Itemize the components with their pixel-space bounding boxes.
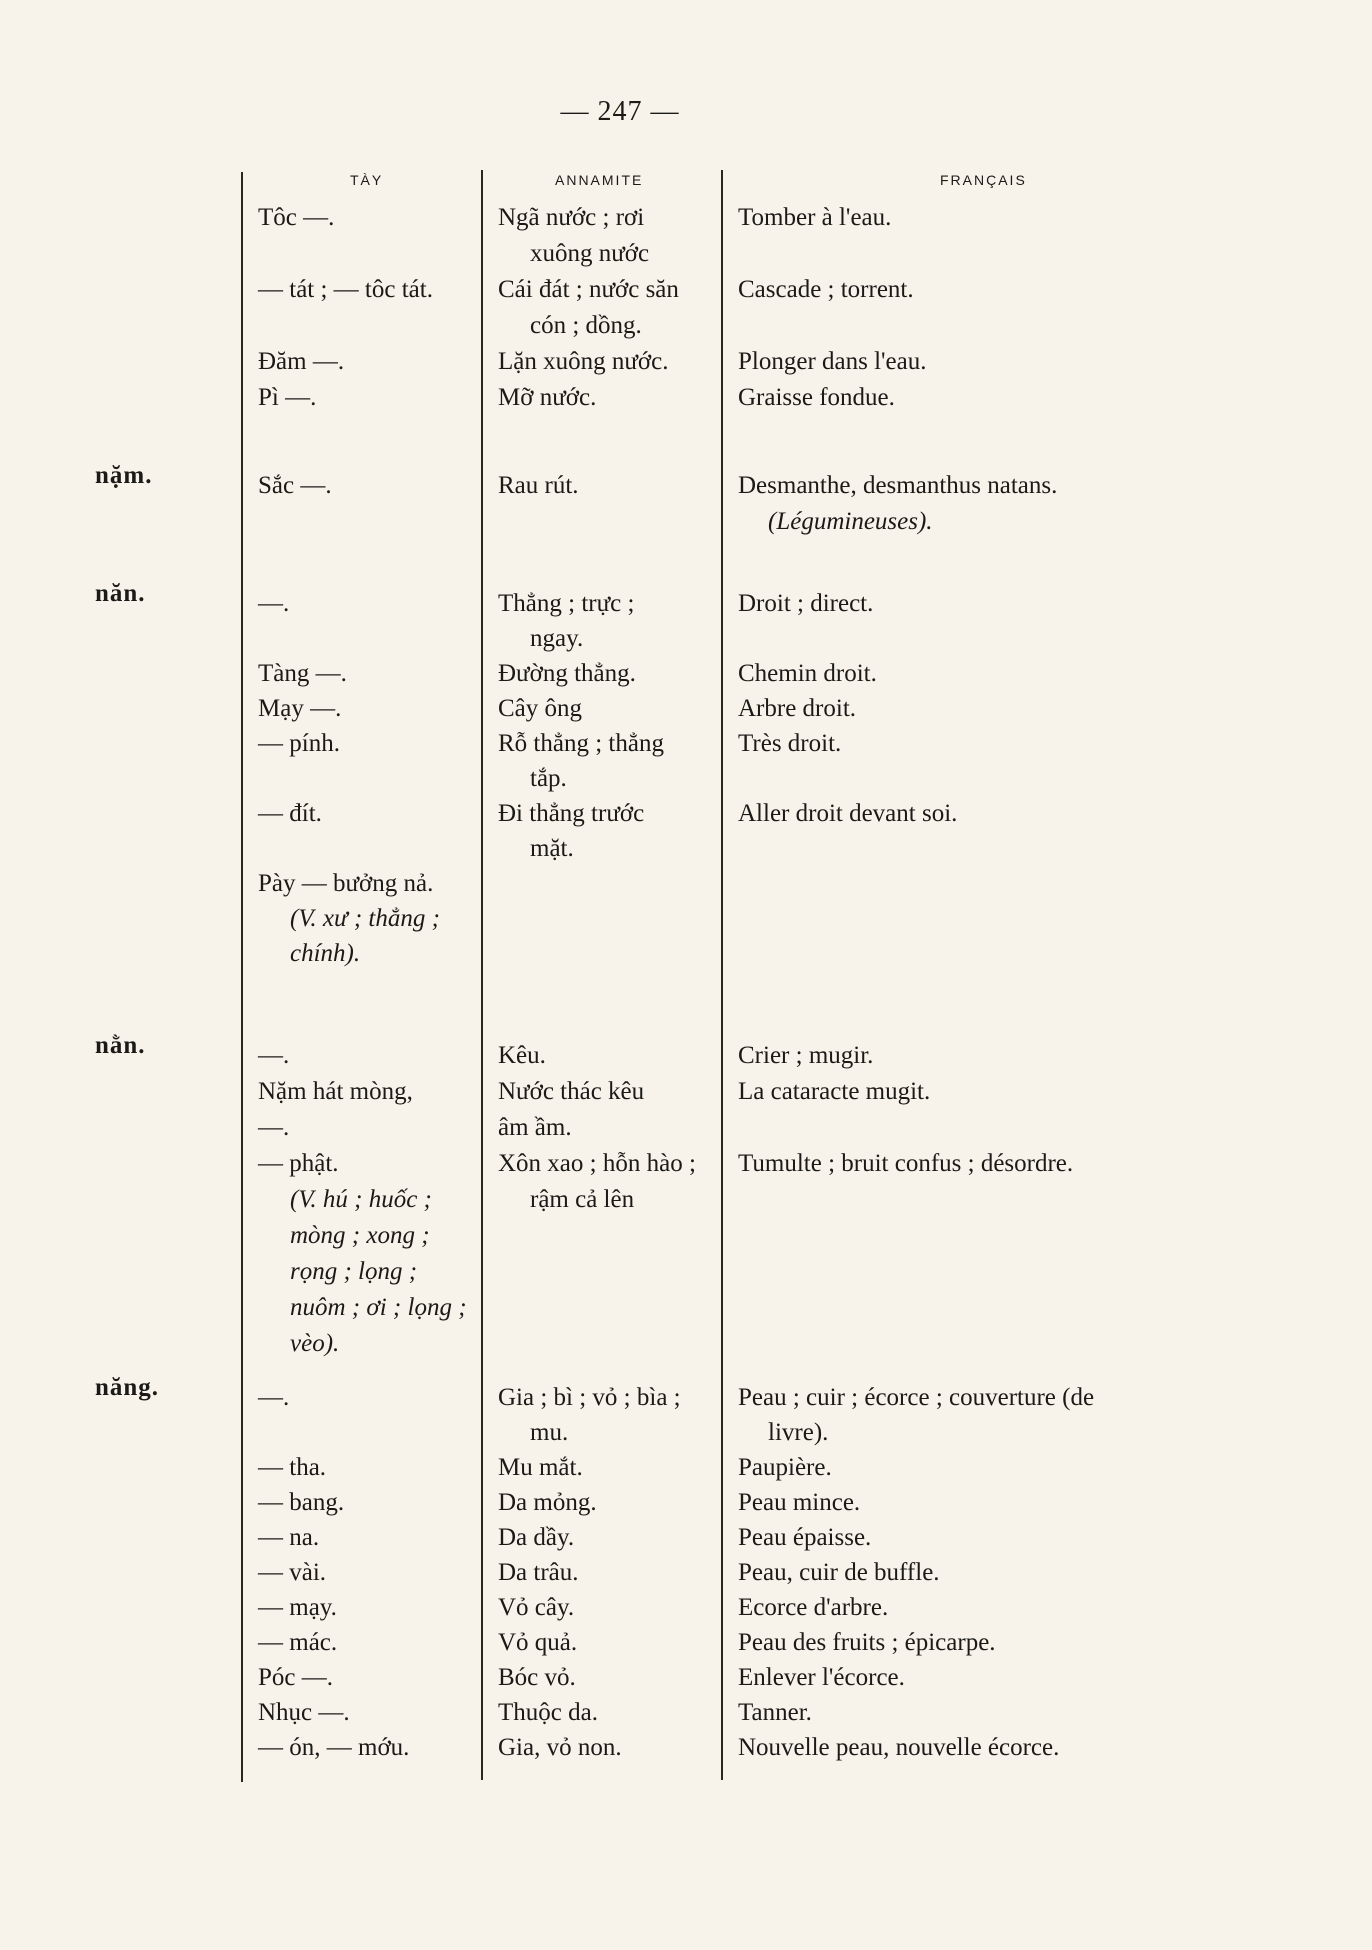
tay-text: chính). (290, 940, 361, 967)
french-text: Ecorce d'arbre. (738, 1594, 889, 1621)
headword: năn. (95, 580, 146, 607)
annamite-text: Nước thác kêu (498, 1078, 645, 1105)
tay-text: Póc —. (258, 1664, 333, 1691)
french-text: Arbre droit. (738, 695, 857, 722)
tay-text: (V. xư ; thẳng ; (290, 905, 440, 932)
tay-text: Mạy —. (258, 695, 342, 722)
tay-text: — phật. (258, 1150, 339, 1177)
tay-text: vèo). (290, 1330, 340, 1357)
tay-text: — vài. (258, 1559, 327, 1586)
tay-text: — ón, — mớu. (258, 1734, 410, 1761)
french-text: livre). (768, 1419, 829, 1446)
annamite-text: Vỏ quả. (498, 1629, 578, 1656)
tay-text: — na. (258, 1524, 320, 1551)
column-rule (481, 170, 483, 1780)
tay-text: — đít. (258, 800, 322, 827)
tay-text: — tha. (258, 1454, 327, 1481)
tay-text: —. (258, 1042, 290, 1069)
column-header-annamite: ANNAMITE (555, 172, 644, 188)
annamite-text: Thẳng ; trực ; (498, 590, 635, 617)
tay-text: Tàng —. (258, 660, 347, 687)
headword: nằn. (95, 1032, 146, 1059)
french-text: Peau, cuir de buffle. (738, 1559, 940, 1586)
french-text: (Légumineuses). (768, 508, 933, 535)
tay-text: —. (258, 1114, 290, 1141)
tay-text: — mạy. (258, 1594, 337, 1621)
column-rule (721, 170, 723, 1780)
french-text: Nouvelle peau, nouvelle écorce. (738, 1734, 1060, 1761)
annamite-text: Cây ông (498, 695, 583, 722)
tay-text: —. (258, 1384, 290, 1411)
annamite-text: Da trâu. (498, 1559, 579, 1586)
annamite-text: Xôn xao ; hỗn hào ; (498, 1150, 696, 1177)
annamite-text: Ngã nước ; rơi (498, 204, 645, 231)
tay-text: Pày — bưởng nả. (258, 870, 434, 897)
french-text: Peau des fruits ; épicarpe. (738, 1629, 996, 1656)
french-text: Peau ; cuir ; écorce ; couverture (de (738, 1384, 1095, 1411)
headword: nặm. (95, 462, 153, 489)
annamite-text: âm ầm. (498, 1114, 572, 1141)
annamite-text: cón ; dồng. (530, 312, 642, 339)
annamite-text: Da dầy. (498, 1524, 575, 1551)
french-text: Tumulte ; bruit confus ; désordre. (738, 1150, 1074, 1177)
annamite-text: Vỏ cây. (498, 1594, 575, 1621)
column-rule (241, 172, 243, 1782)
annamite-text: Đường thẳng. (498, 660, 636, 687)
annamite-text: Rỗ thẳng ; thẳng (498, 730, 664, 757)
tay-text: — pính. (258, 730, 340, 757)
french-text: Chemin droit. (738, 660, 877, 687)
annamite-text: mu. (530, 1419, 569, 1446)
annamite-text: Gia ; bì ; vỏ ; bìa ; (498, 1384, 681, 1411)
annamite-text: xuông nước (530, 240, 650, 267)
tay-text: rọng ; lọng ; (290, 1258, 418, 1285)
annamite-text: mặt. (530, 835, 574, 862)
annamite-text: Mu mắt. (498, 1454, 583, 1481)
french-text: Peau épaisse. (738, 1524, 872, 1551)
annamite-text: Gia, vỏ non. (498, 1734, 622, 1761)
french-text: Graisse fondue. (738, 384, 895, 411)
french-text: Crier ; mugir. (738, 1042, 874, 1069)
annamite-text: Bóc vỏ. (498, 1664, 576, 1691)
annamite-text: tắp. (530, 765, 567, 792)
annamite-text: rậm cả lên (530, 1186, 635, 1213)
french-text: Droit ; direct. (738, 590, 874, 617)
tay-text: nuôm ; ơi ; lọng ; (290, 1294, 467, 1321)
annamite-text: Thuộc da. (498, 1699, 598, 1726)
french-text: Très droit. (738, 730, 842, 757)
french-text: Tomber à l'eau. (738, 204, 892, 231)
annamite-text: Mỡ nước. (498, 384, 597, 411)
page-number: — 247 — (560, 96, 680, 127)
annamite-text: Cái đát ; nước săn (498, 276, 679, 303)
tay-text: Nặm hát mòng, (258, 1078, 413, 1105)
french-text: Aller droit devant soi. (738, 800, 958, 827)
annamite-text: Rau rút. (498, 472, 579, 499)
tay-text: — tát ; — tôc tát. (258, 276, 433, 303)
tay-text: Đăm —. (258, 348, 345, 375)
french-text: Peau mince. (738, 1489, 861, 1516)
annamite-text: Đi thẳng trước (498, 800, 645, 827)
french-text: Paupière. (738, 1454, 832, 1481)
tay-text: Pì —. (258, 384, 317, 411)
column-header-francais: FRANÇAIS (940, 172, 1027, 188)
french-text: Cascade ; torrent. (738, 276, 914, 303)
tay-text: Nhục —. (258, 1699, 350, 1726)
tay-text: mòng ; xong ; (290, 1222, 430, 1249)
column-header-tay: TÀY (350, 172, 384, 188)
french-text: Tanner. (738, 1699, 812, 1726)
tay-text: Tôc —. (258, 204, 335, 231)
french-text: Plonger dans l'eau. (738, 348, 927, 375)
french-text: Desmanthe, desmanthus natans. (738, 472, 1058, 499)
tay-text: —. (258, 590, 290, 617)
tay-text: Sắc —. (258, 472, 332, 499)
annamite-text: Da mỏng. (498, 1489, 597, 1516)
french-text: La cataracte mugit. (738, 1078, 931, 1105)
annamite-text: ngay. (530, 625, 584, 652)
annamite-text: Kêu. (498, 1042, 546, 1069)
tay-text: — mác. (258, 1629, 338, 1656)
tay-text: — bang. (258, 1489, 345, 1516)
french-text: Enlever l'écorce. (738, 1664, 905, 1691)
headword: năng. (95, 1374, 160, 1401)
annamite-text: Lặn xuông nước. (498, 348, 669, 375)
tay-text: (V. hú ; huốc ; (290, 1186, 432, 1213)
